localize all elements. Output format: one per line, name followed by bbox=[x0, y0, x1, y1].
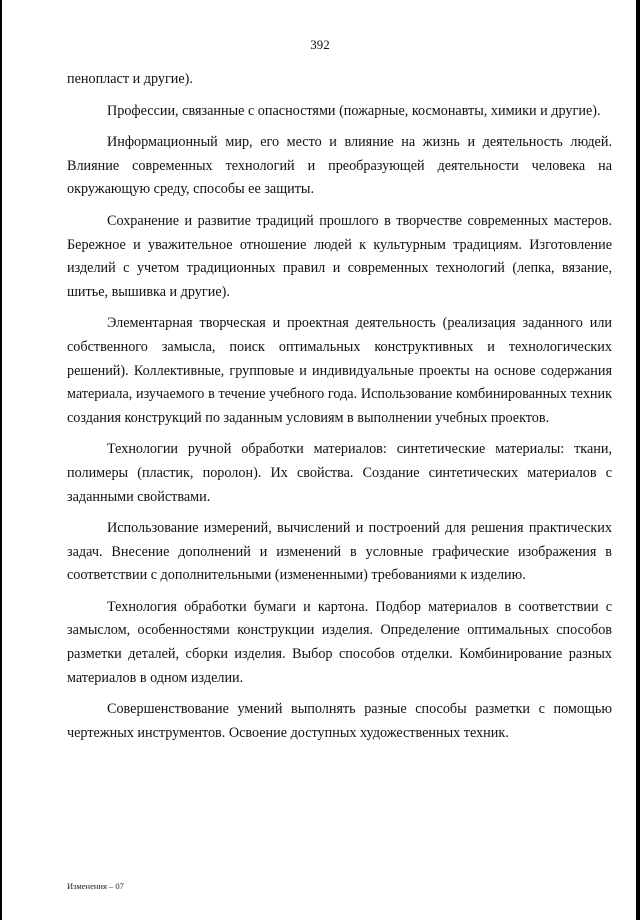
paragraph-paper-technology: Технология обработки бумаги и картона. Подбор материалов в соответствии с замыслом, особенностями конструкции изделия. Определение оптимальных способов разметки деталей, сборки изделия. Выбор способов отделки. Комбинирование разных материалов в одном изделии. bbox=[67, 598, 612, 686]
document-body bbox=[67, 68, 612, 753]
paragraph-marking-skills: Совершенствование умений выполнять разные способы разметки с помощью чертежных инструментов. Освоение доступных художественных техник. bbox=[67, 701, 612, 741]
paragraph-project-activity: Элементарная творческая и проектная деятельность (реализация заданного или собственного замысла, поиск оптимальных конструктивных и технологических решений). Коллективные, групповые и индивидуальные проекты на основе содержания материала, изучаемого в течение учебного года. Использование комбинированных техник создания конструкций по заданным условиям в выполнении учебных проектов. bbox=[67, 315, 612, 426]
footer-revision-note: Изменения – 07 bbox=[67, 881, 124, 891]
paragraph-traditions: Сохранение и развитие традиций прошлого в творчестве современных мастеров. Бережное и уважительное отношение людей к культурным традициям. Изготовление изделий с учетом традиционных правил и современных технологий (лепка, вязание, шитье, вышивка и другие). bbox=[67, 212, 612, 300]
paragraph-continuation: пенопласт и другие). bbox=[67, 71, 193, 87]
paragraph-professions: Профессии, связанные с опасностями (пожарные, космонавты, химики и другие). bbox=[107, 102, 601, 119]
page-edge-right bbox=[636, 0, 640, 920]
paragraph-measurements: Использование измерений, вычислений и построений для решения практических задач. Внесение дополнений и изменений в условные графические изображения в соответствии с дополнительными (измененными) требованиями к изделию. bbox=[67, 520, 612, 584]
paragraph-manual-processing: Технологии ручной обработки материалов: синтетические материалы: ткани, полимеры (пластик, поролон). Их свойства. Создание синтетических материалов с заданными свойствами. bbox=[67, 441, 612, 505]
paragraph-information-world: Информационный мир, его место и влияние на жизнь и деятельность людей. Влияние современных технологий и преобразующей деятельности человека на окружающую среду, способы ее защиты. bbox=[67, 134, 612, 198]
page-edge-left bbox=[0, 0, 2, 920]
page-number: 392 bbox=[310, 37, 330, 52]
